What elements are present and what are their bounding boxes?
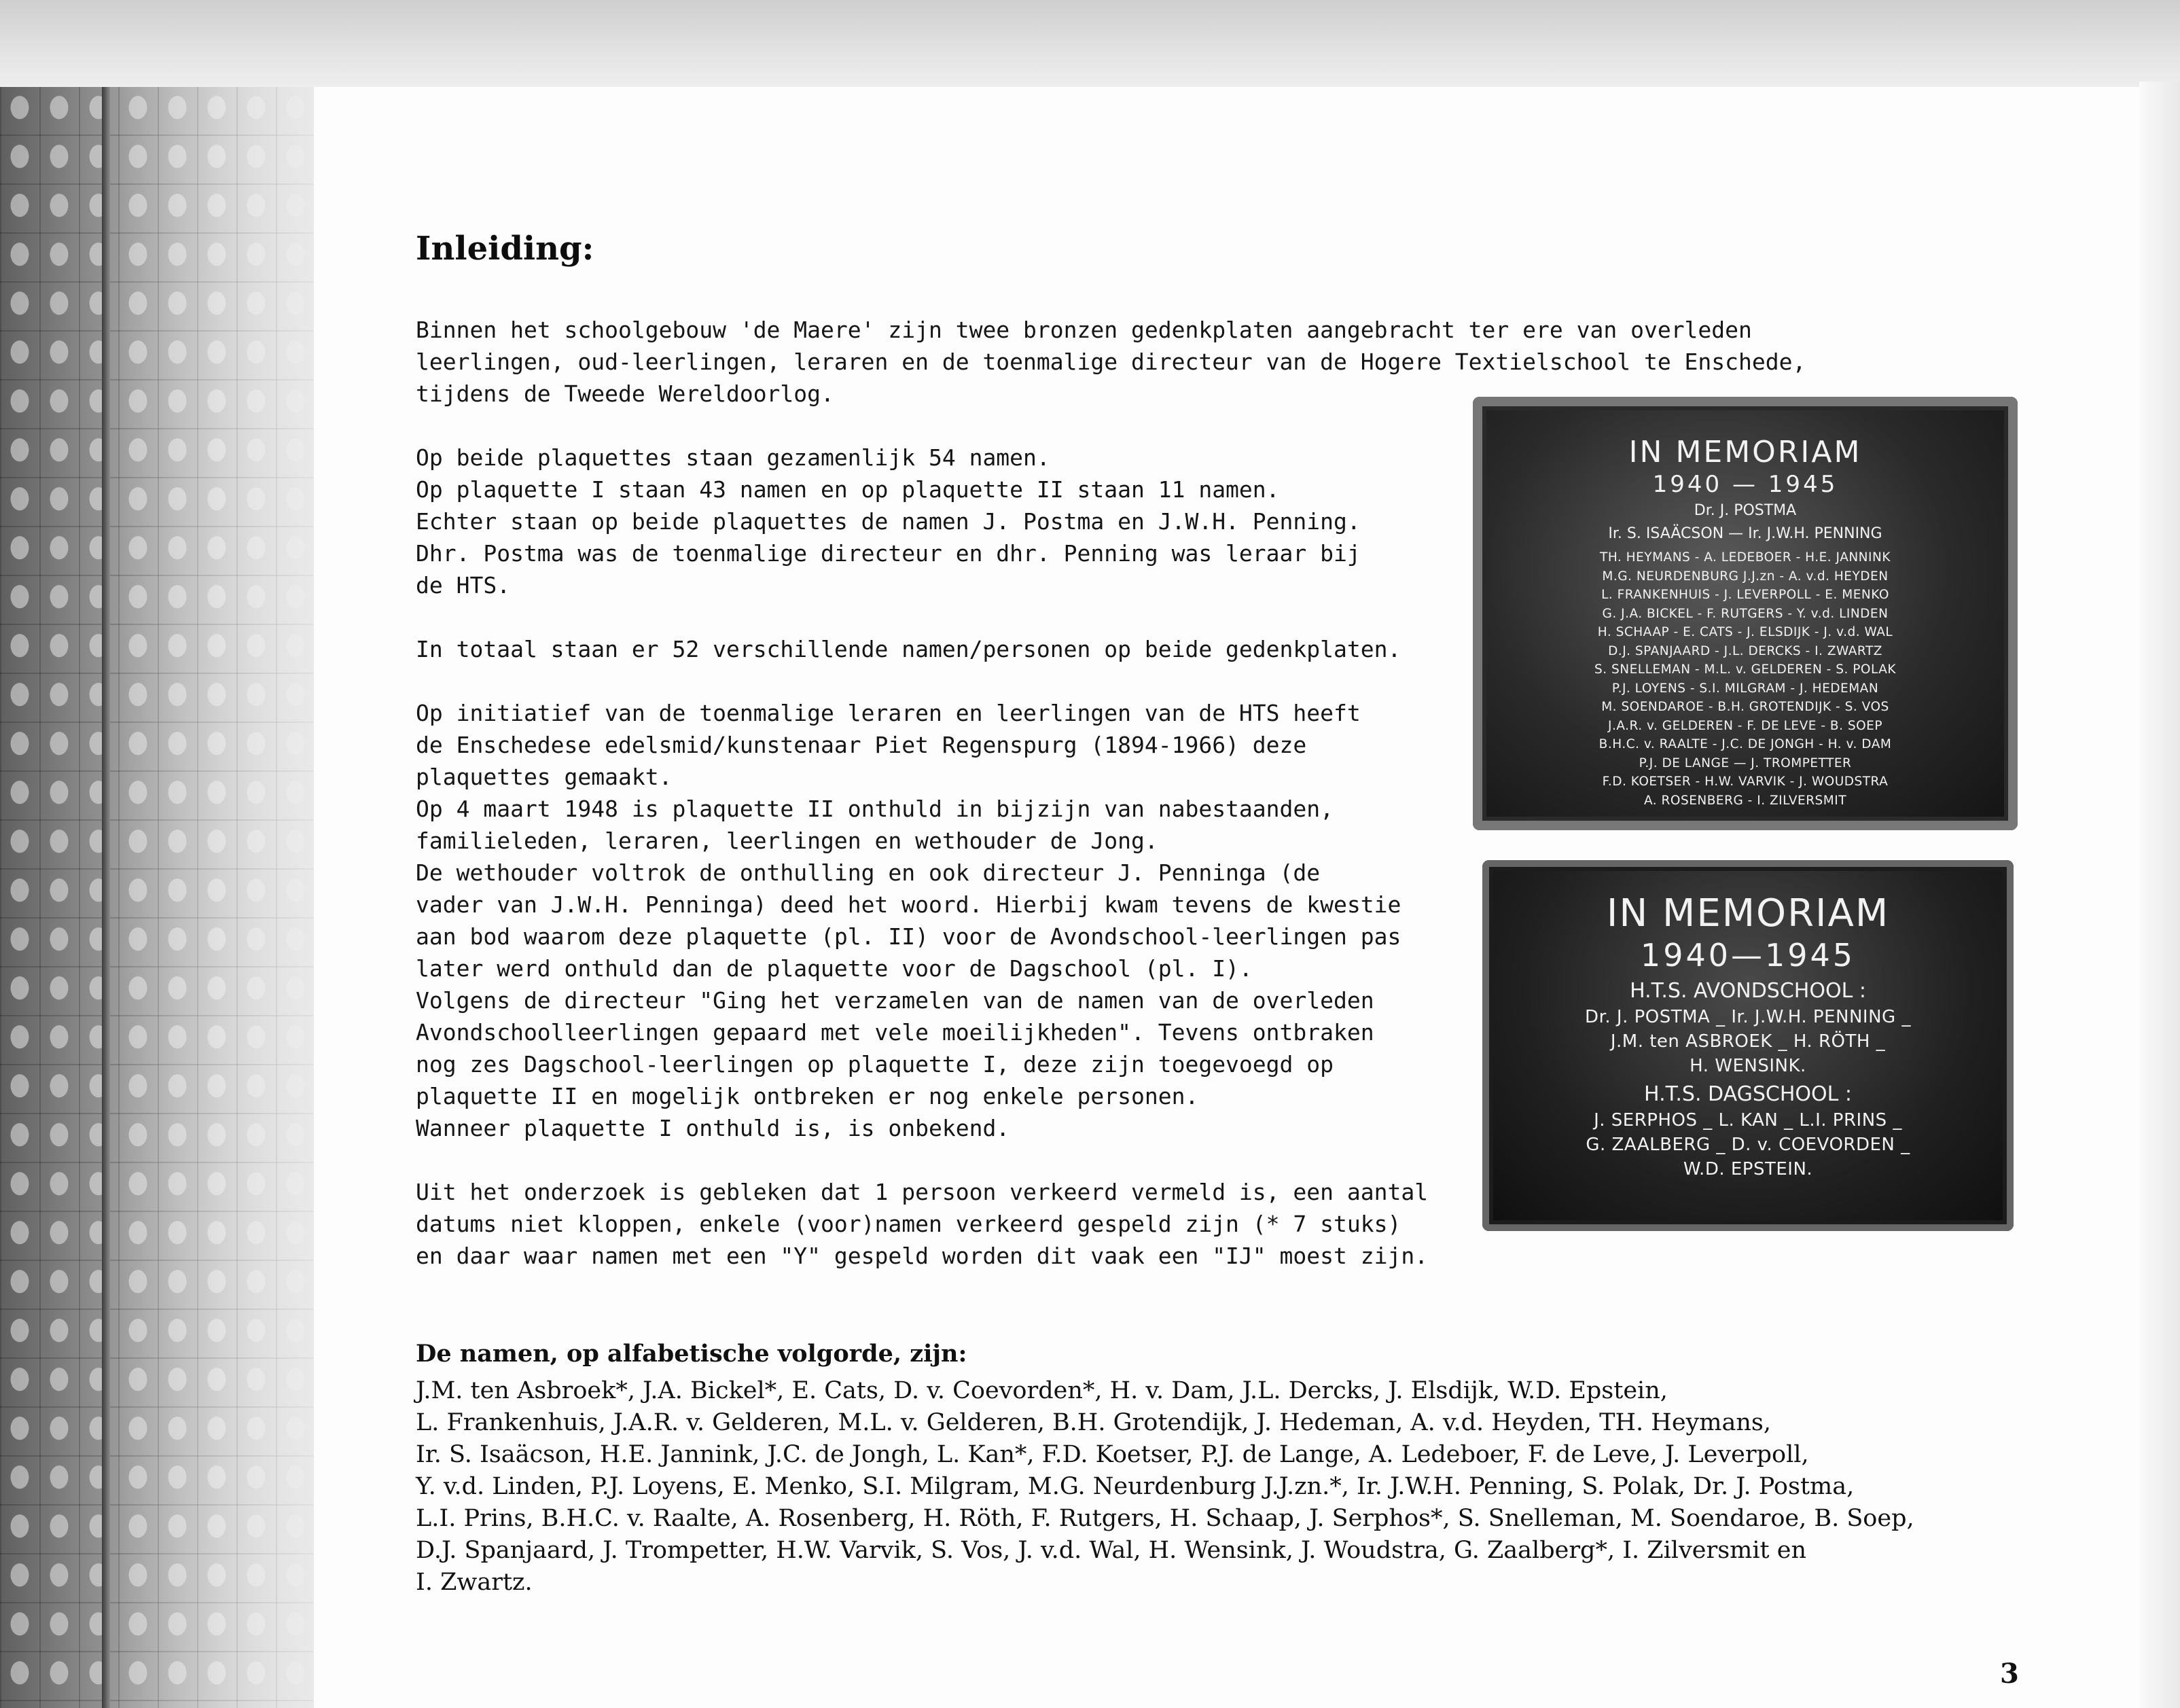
- plaque-1-title: IN MEMORIAM: [1628, 435, 1862, 469]
- history-line: de Enschedese edelsmid/kunstenaar Piet Regenspurg (1894-1966) deze: [416, 732, 1307, 758]
- history-line: Wanneer plaquette I onthuld is, is onbekend.: [416, 1115, 1010, 1141]
- plaque-2-line: H.T.S. AVONDSCHOOL :: [1630, 979, 1866, 1003]
- intro-line: leerlingen, oud-leerlingen, leraren en de toenmalige directeur van de Hogere Textielschool te Enschede,: [416, 349, 1806, 375]
- plaque-1-head-line: Dr. J. POSTMA: [1694, 502, 1797, 519]
- plaque-1-name-line: H. SCHAAP - E. CATS - J. ELSDIJK - J. v.d. WAL: [1597, 625, 1893, 639]
- intro-line: tijdens de Tweede Wereldoorlog.: [416, 380, 834, 407]
- history-line: later werd onthuld dan de plaquette voor de Dagschool (pl. I).: [416, 955, 1253, 982]
- counts-line: de HTS.: [416, 572, 511, 599]
- page-number: 3: [2000, 1658, 2019, 1690]
- plaque-2-line: J. SERPHOS _ L. KAN _ L.I. PRINS _: [1594, 1110, 1902, 1131]
- plaque-1-name-line: G. J.A. BICKEL - F. RUTGERS - Y. v.d. LINDEN: [1602, 606, 1889, 621]
- plaque-1-name-line: A. ROSENBERG - I. ZILVERSMIT: [1643, 793, 1847, 808]
- research-line: en daar waar namen met een "Y" gespeld worden dit vaak een "IJ" moest zijn.: [416, 1243, 1429, 1269]
- history-line: Volgens de directeur "Ging het verzamelen van de namen van de overleden: [416, 987, 1374, 1014]
- plaque-2-line: G. ZAALBERG _ D. v. COEVORDEN _: [1586, 1135, 1910, 1155]
- history-line: vader van J.W.H. Penninga) deed het woord. Hierbij kwam tevens de kwestie: [416, 891, 1401, 918]
- plaque-2-line: J.M. ten ASBROEK _ H. RÖTH _: [1610, 1031, 1886, 1052]
- page-heading: Inleiding:: [416, 230, 594, 268]
- names-line: L.I. Prins, B.H.C. v. Raalte, A. Rosenberg, H. Röth, F. Rutgers, H. Schaap, J. Serphos*, S. Snelleman, M. Soendaroe, B. Soep,: [416, 1505, 1914, 1532]
- history-line: plaquettes gemaakt.: [416, 764, 673, 790]
- plaque-1-name-line: TH. HEYMANS - A. LEDEBOER - H.E. JANNINK: [1600, 550, 1891, 565]
- names-line: I. Zwartz.: [416, 1569, 533, 1596]
- plaque-2-line: Dr. J. POSTMA _ Ir. J.W.H. PENNING _: [1585, 1007, 1911, 1027]
- plaque-1-head-line: Ir. S. ISAÄCSON — Ir. J.W.H. PENNING: [1608, 525, 1882, 542]
- plaque-1-name-line: J.A.R. v. GELDEREN - F. DE LEVE - B. SOEP: [1608, 718, 1882, 733]
- plaque-1-name-line: P.J. DE LANGE — J. TROMPETTER: [1639, 755, 1852, 770]
- counts-line: Op beide plaquettes staan gezamenlijk 54 namen.: [416, 444, 1050, 471]
- total-line: In totaal staan er 52 verschillende namen/personen op beide gedenkplaten.: [416, 636, 1401, 662]
- plaque-2-line: W.D. EPSTEIN.: [1683, 1159, 1813, 1179]
- research-line: datums niet kloppen, enkele (voor)namen verkeerd gespeld zijn (* 7 stuks): [416, 1211, 1401, 1237]
- history-line: aan bod waarom deze plaquette (pl. II) voor de Avondschool-leerlingen pas: [416, 923, 1401, 950]
- scan-shadow-top: [0, 0, 2180, 88]
- plaque-1-name-list: [1473, 548, 2018, 810]
- plaque-1-name-line: S. SNELLEMAN - M.L. v. GELDEREN - S. POLAK: [1594, 662, 1896, 677]
- counts-line: Op plaquette I staan 43 namen en op plaquette II staan 11 namen.: [416, 476, 1280, 503]
- plaque-1-name-line: L. FRANKENHUIS - J. LEVERPOLL - E. MENKO: [1601, 588, 1889, 602]
- counts-line: Dhr. Postma was de toenmalige directeur en dhr. Penning was leraar bij: [416, 540, 1361, 567]
- history-line: nog zes Dagschool-leerlingen op plaquette I, deze zijn toegevoegd op: [416, 1051, 1334, 1078]
- plaque-2-name-list: [1482, 978, 2014, 1181]
- memorial-plaque-1-photo: [1473, 397, 2018, 830]
- history-line: familieleden, leraren, leerlingen en wethouder de Jong.: [416, 828, 1158, 854]
- history-line: Op 4 maart 1948 is plaquette II onthuld in bijzijn van nabestaanden,: [416, 796, 1334, 822]
- history-line: De wethouder voltrok de onthulling en ook directeur J. Penninga (de: [416, 859, 1321, 886]
- plaque-1-name-line: F.D. KOETSER - H.W. VARVIK - J. WOUDSTRA: [1602, 775, 1889, 789]
- plaque-1-years: 1940 — 1945: [1652, 471, 1838, 498]
- names-line: L. Frankenhuis, J.A.R. v. Gelderen, M.L. v. Gelderen, B.H. Grotendijk, J. Hedeman, A. v.d. Heyden, TH. Heymans,: [416, 1409, 1771, 1436]
- names-line: D.J. Spanjaard, J. Trompetter, H.W. Varvik, S. Vos, J. v.d. Wal, H. Wensink, J. Woudstra, G. Zaalberg*, I. Zilversmit en: [416, 1537, 1807, 1564]
- plaque-2-title: IN MEMORIAM: [1606, 891, 1890, 936]
- plaque-1-name-line: P.J. LOYENS - S.I. MILGRAM - J. HEDEMAN: [1611, 681, 1879, 696]
- counts-line: Echter staan op beide plaquettes de namen J. Postma en J.W.H. Penning.: [416, 508, 1361, 535]
- plaque-2-years: 1940—1945: [1640, 937, 1856, 974]
- plaque-2-line: H.T.S. DAGSCHOOL :: [1644, 1082, 1852, 1106]
- names-list: [416, 1375, 1999, 1599]
- names-line: J.M. ten Asbroek*, J.A. Bickel*, E. Cats, D. v. Coevorden*, H. v. Dam, J.L. Dercks, J. Elsdijk, W.D. Epstein,: [416, 1377, 1668, 1404]
- portrait-strip-fade: [102, 87, 314, 1708]
- history-line: plaquette II en mogelijk ontbreken er nog enkele personen.: [416, 1083, 1199, 1109]
- plaque-1-name-line: D.J. SPANJAARD - J.L. DERCKS - I. ZWARTZ: [1608, 643, 1882, 658]
- names-line: Y. v.d. Linden, P.J. Loyens, E. Menko, S.I. Milgram, M.G. Neurdenburg J.J.zn.*, Ir. J.W.H. Penning, S. Polak, Dr. J. Postma,: [416, 1473, 1855, 1500]
- intro-line: Binnen het schoolgebouw 'de Maere' zijn twee bronzen gedenkplaten aangebracht ter ere van overleden: [416, 317, 1752, 343]
- research-line: Uit het onderzoek is gebleken dat 1 persoon verkeerd vermeld is, een aantal: [416, 1179, 1429, 1205]
- plaque-2-line: H. WENSINK.: [1690, 1056, 1806, 1076]
- plaque-1-name-line: M. SOENDAROE - B.H. GROTENDIJK - S. VOS: [1601, 700, 1889, 714]
- names-section-title: De namen, op alfabetische volgorde, zijn:: [416, 1340, 967, 1368]
- scan-edge-right: [2139, 82, 2180, 1708]
- book-gutter: [102, 87, 110, 1708]
- history-line: Avondschoolleerlingen gepaard met vele moeilijkheden". Tevens ontbraken: [416, 1019, 1374, 1046]
- plaque-1-name-line: B.H.C. v. RAALTE - J.C. DE JONGH - H. v. DAM: [1598, 737, 1892, 751]
- memorial-plaque-2-photo: [1482, 860, 2014, 1231]
- history-line: Op initiatief van de toenmalige leraren en leerlingen van de HTS heeft: [416, 700, 1361, 726]
- names-line: Ir. S. Isaäcson, H.E. Jannink, J.C. de Jongh, L. Kan*, F.D. Koetser, P.J. de Lange, A. Ledeboer, F. de Leve, J. Leverpoll,: [416, 1441, 1809, 1468]
- plaque-1-name-line: M.G. NEURDENBURG J.J.zn - A. v.d. HEYDEN: [1602, 569, 1889, 584]
